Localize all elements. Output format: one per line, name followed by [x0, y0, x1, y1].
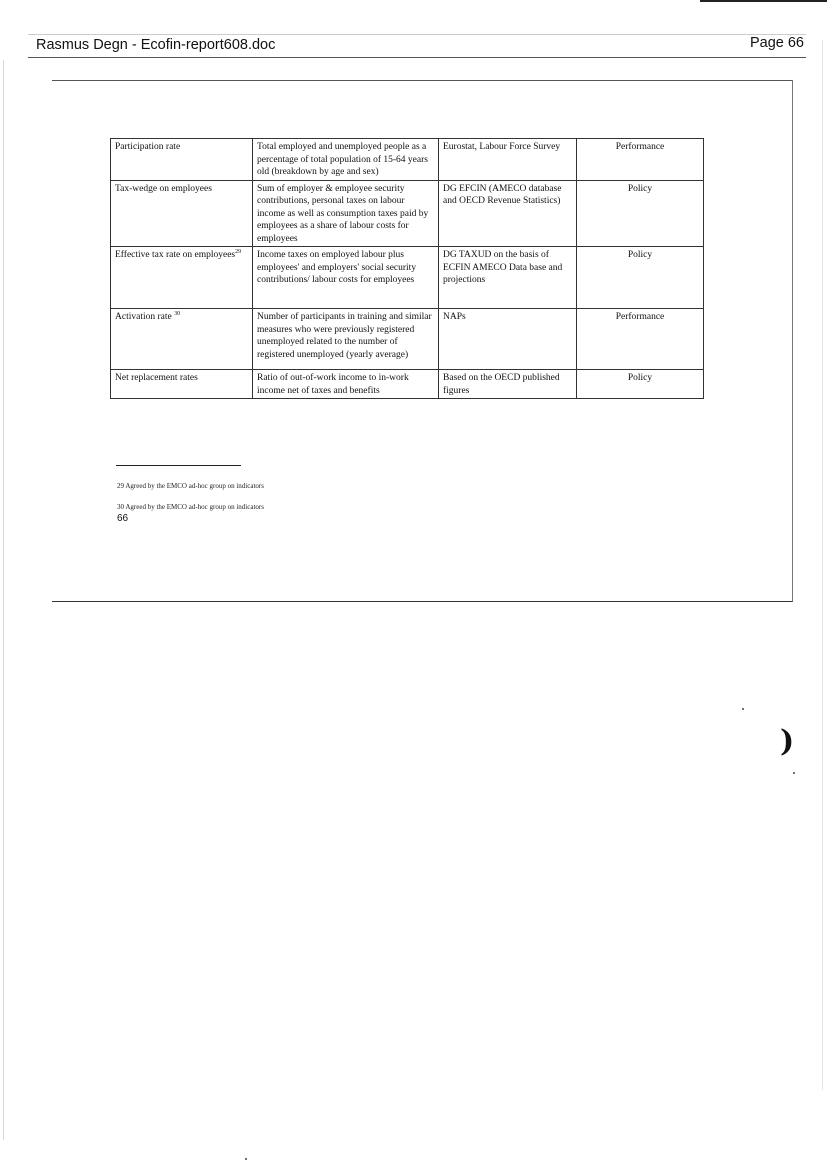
indicator-name-cell — [111, 309, 253, 370]
page-number: 66 — [117, 513, 129, 524]
indicator-type: Performance — [577, 309, 704, 370]
table-row — [111, 139, 704, 181]
indicator-name: Activation rate — [115, 312, 172, 322]
scan-speck — [793, 772, 795, 774]
indicator-source: Eurostat, Labour Force Survey — [439, 139, 577, 181]
indicators-table — [110, 138, 704, 399]
document-header — [28, 34, 806, 58]
scan-edge-left — [3, 60, 4, 1140]
indicator-type: Performance — [577, 139, 704, 181]
page-label: Page 66 — [749, 35, 804, 51]
table-row — [111, 309, 704, 370]
scan-edge-right — [822, 40, 823, 1090]
indicator-definition: Ratio of out-of-work income to in-work income net of taxes and benefits — [253, 370, 439, 399]
indicator-source: DG TAXUD on the basis of ECFIN AMECO Data base and projections — [439, 247, 577, 309]
indicator-source: Based on the OECD published figures — [439, 370, 577, 399]
indicator-type: Policy — [577, 370, 704, 399]
scan-speck — [245, 1158, 247, 1160]
header-top-rule — [28, 34, 806, 35]
indicator-name: Effective tax rate on employees — [115, 250, 236, 260]
footnote-ref: 30 — [174, 310, 181, 317]
indicator-name: Participation rate — [111, 139, 253, 181]
indicator-definition: Number of participants in training and similar measures who were previously registered unemployed related to the number of registered unemployed (yearly average) — [253, 309, 439, 370]
table-row — [111, 370, 704, 399]
indicator-name: Tax-wedge on employees — [111, 180, 253, 247]
indicator-name-cell — [111, 247, 253, 309]
scan-speck — [742, 708, 744, 710]
indicator-name: Net replacement rates — [111, 370, 253, 399]
indicator-type: Policy — [577, 180, 704, 247]
indicator-source: DG EFCIN (AMECO database and OECD Revenue Statistics) — [439, 180, 577, 247]
indicator-definition: Sum of employer & employee security contributions, personal taxes on labour income as well as consumption taxes paid by employees as a share of labour costs for employees — [253, 180, 439, 247]
table-row — [111, 180, 704, 247]
indicator-type: Policy — [577, 247, 704, 309]
header-bottom-rule — [28, 57, 806, 58]
indicator-definition: Income taxes on employed labour plus employees' and employers' social security contributions/ labour costs for employees — [253, 247, 439, 309]
footnote-ref: 29 — [235, 248, 242, 255]
footnote-29: 29 Agreed by the EMCO ad-hoc group on indicators — [117, 482, 264, 490]
scan-top-rule — [700, 0, 827, 2]
footnote-30: 30 Agreed by the EMCO ad-hoc group on indicators — [117, 503, 264, 511]
indicator-source: NAPs — [439, 309, 577, 370]
document-title: Rasmus Degn - Ecofin-report608.doc — [36, 37, 276, 53]
scan-artifact-mark: ) — [780, 724, 795, 759]
indicator-definition: Total employed and unemployed people as a percentage of total population of 15-64 years old (breakdown by age and sex) — [253, 139, 439, 181]
table-row — [111, 247, 704, 309]
footnote-separator — [116, 465, 241, 466]
